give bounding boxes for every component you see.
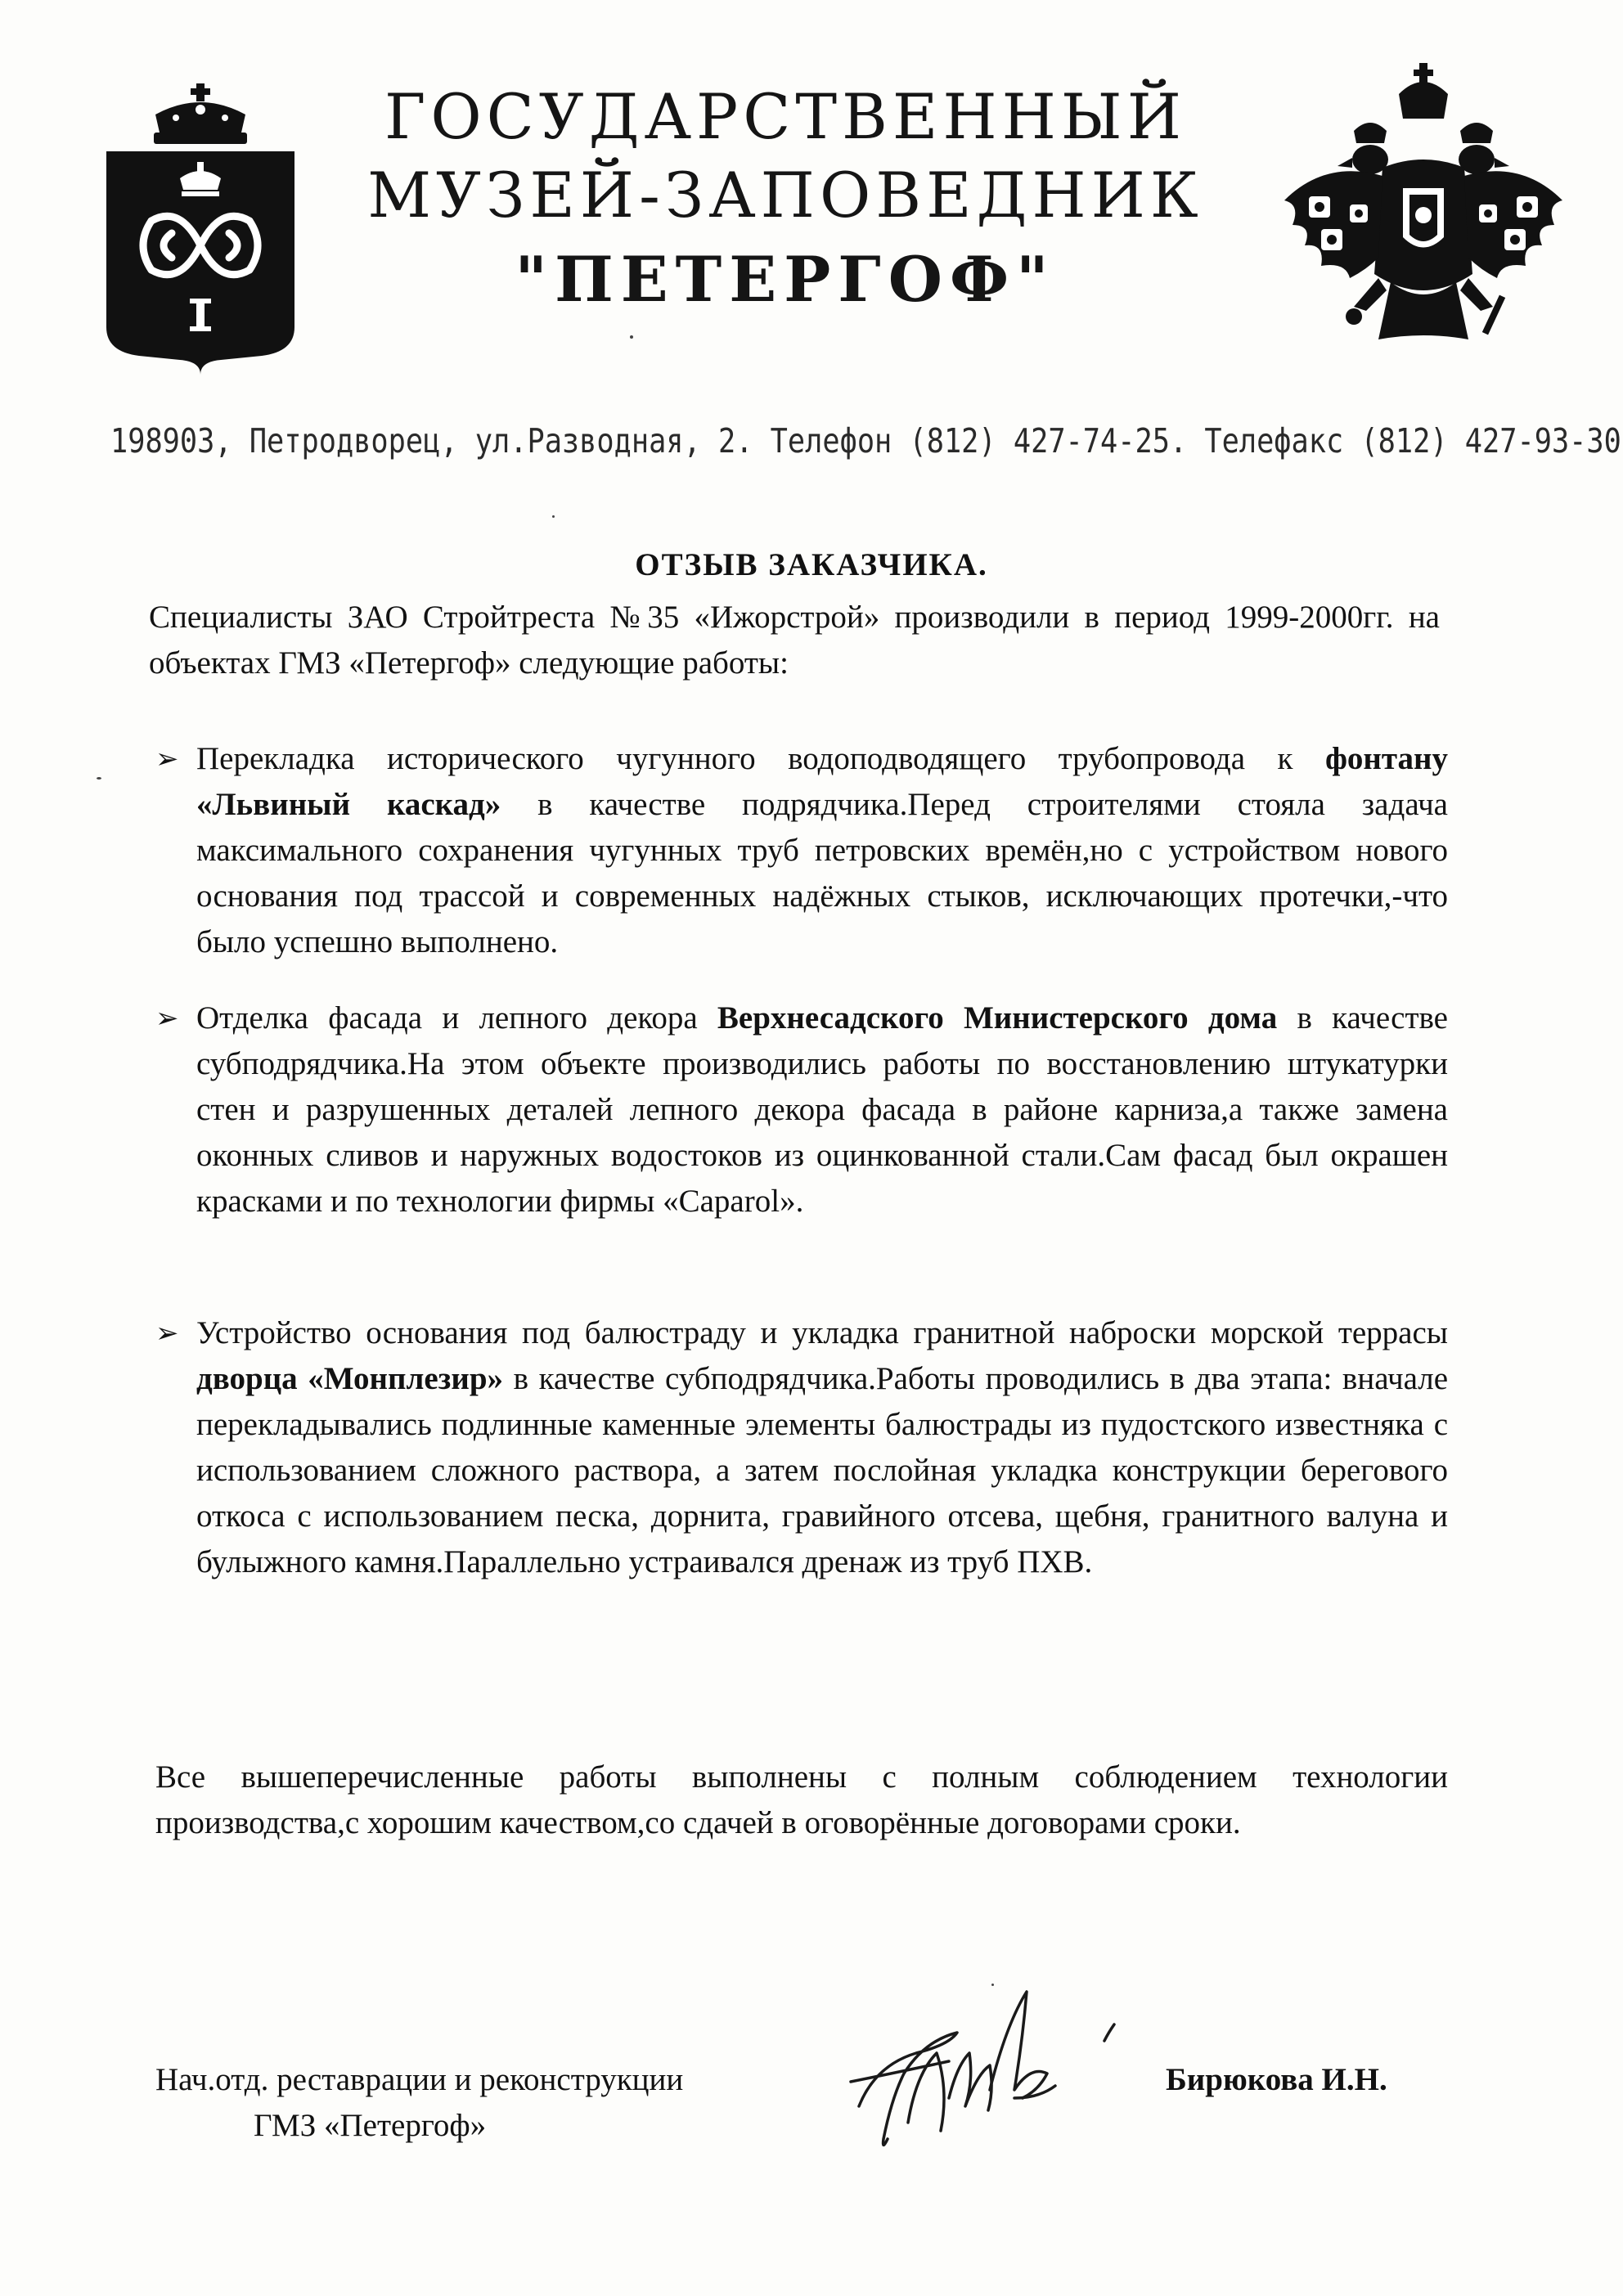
work-item-text — [196, 995, 1448, 1224]
signatory-organization: ГМЗ «Петергоф» — [254, 2108, 487, 2143]
document-title: ОТЗЫВ ЗАКАЗЧИКА. — [635, 547, 988, 582]
intro-paragraph: Специалисты ЗАО Стройтреста №35 «Ижорстрой» производили в период 1999-2000гг. на объектах ГМЗ «Петергоф» следующие работы: — [149, 600, 1440, 681]
org-name-line-1: ГОСУДАРСТВЕННЫЙ — [384, 80, 1186, 153]
work-item-text — [196, 1310, 1448, 1585]
arrow-bullet-icon: ➢ — [155, 1317, 179, 1350]
work-item-text-before: Перекладка исторического чугунного водоподводящего трубопровода к — [196, 741, 1325, 776]
organization-name — [327, 78, 1243, 325]
work-item-text-after: в качестве субподрядчика.На этом объекте производились работы по восстановлению штукатурки стен и разрушенных деталей лепного декора фасада в районе карниза,а также замена оконных сливов и наружных водостоков из оцинкованной стали.Сам фасад был окрашен красками и по технологии фирмы «Caparol». — [196, 1000, 1448, 1219]
work-item-object-name: фонтану «Львиный каскад» — [196, 741, 1448, 822]
org-name-line-2: МУЗЕЙ-ЗАПОВЕДНИК — [367, 159, 1203, 231]
arrow-bullet-icon: ➢ — [155, 1002, 179, 1035]
signatory-position: Нач.отд. реставрации и реконструкции — [155, 2062, 684, 2097]
scan-speck — [991, 1984, 994, 1986]
double-headed-eagle-icon — [1276, 61, 1571, 389]
scan-speck — [630, 335, 633, 339]
work-item-object-name: Верхнесадского Министерского дома — [717, 1000, 1278, 1036]
arrow-bullet-icon: ➢ — [155, 743, 179, 775]
scan-speck — [97, 777, 101, 780]
work-item-object-name: дворца «Монплезир» — [196, 1361, 504, 1396]
work-item-text-before: Отделка фасада и лепного декора — [196, 1000, 717, 1036]
work-item — [155, 1310, 1448, 1585]
handwritten-signature — [826, 1975, 1153, 2172]
work-item — [155, 736, 1448, 965]
address-line: 198903, Петродворец, ул.Разводная, 2. Телефон (812) 427-74-25. Телефакс (812) 427-93-30 — [110, 421, 1621, 461]
signatory-name: Бирюкова И.Н. — [1166, 2062, 1387, 2097]
conclusion-paragraph: Все вышеперечисленные работы выполнены с полным соблюдением технологии производства,с хорошим качеством,со сдачей в оговорённые договорами сроки. — [155, 1759, 1448, 1840]
work-item-text-before: Устройство основания под балюстраду и укладка гранитной наброски морской террасы — [196, 1315, 1448, 1350]
work-item-text-after: в качестве субподрядчика.Работы проводились в два этапа: вначале перекладывались подлинные каменные элементы балюстрады из пудостского известняка с использованием сложного раствора, а затем послойная укладка конструкции берегового откоса с использованием песка, дорнита, гравийного отсева, щебня, гранитного валуна и булыжного камня.Параллельно устраивался дренаж из труб ПХВ. — [196, 1361, 1449, 1579]
work-item-text-after: в качестве подрядчика.Перед строителями стояла задача максимального сохранения чугунных труб петровских времён,но с устройством нового основания под трассой и современных надёжных стыков, исключающих протечки,-что было успешно выполнено. — [196, 787, 1448, 959]
org-name-line-3: "ПЕТЕРГОФ" — [515, 243, 1056, 316]
scan-speck — [552, 515, 555, 518]
work-item-text — [196, 736, 1448, 965]
work-item — [155, 995, 1448, 1224]
peterhof-coat-of-arms-icon — [98, 82, 303, 376]
